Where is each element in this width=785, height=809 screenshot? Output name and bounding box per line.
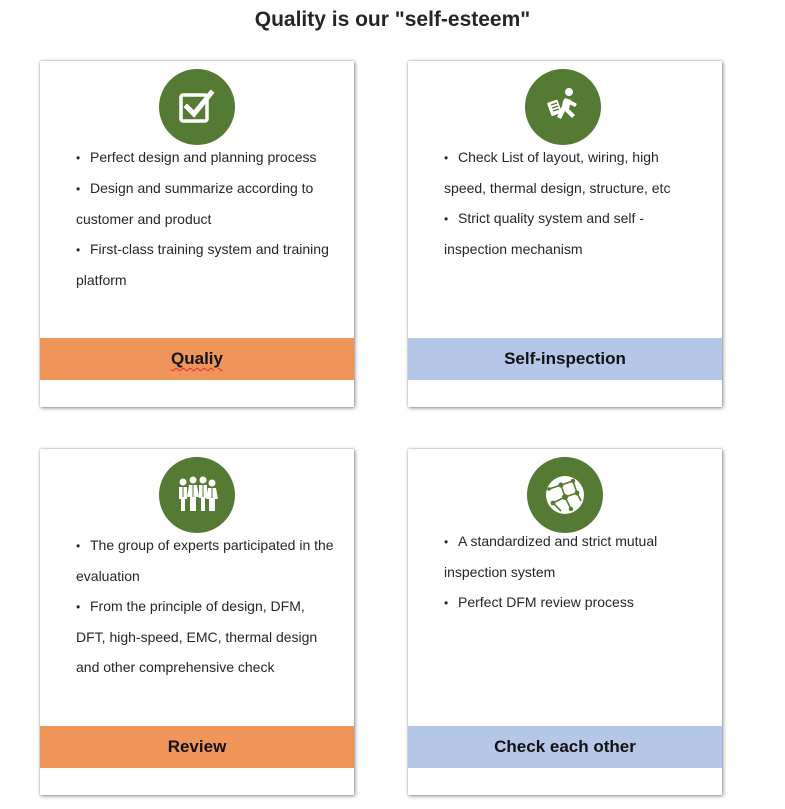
card-label-band [408,338,722,380]
checkbox-icon [159,69,235,145]
list-item: • From the principle of design, DFM, DFT, high-speed, EMC, thermal design and other comprehensive check [76,598,318,675]
card-quality [40,61,354,407]
list-item: • Perfect design and planning process [76,149,317,165]
card-label: Qualiy [171,349,223,368]
people-group-icon [159,457,235,533]
list-item: • A standardized and strict mutual inspection system [444,533,658,580]
bullet-list [76,530,334,682]
card-label: Self-inspection [504,349,626,368]
bullet-list [444,526,706,618]
list-item: • The group of experts participated in the evaluation [76,537,334,584]
card-label: Review [167,737,227,756]
card-label: Check each other [494,737,636,756]
list-item: • Perfect DFM review process [444,594,634,610]
card-label-band [408,726,722,768]
card-label-band [40,338,354,380]
page-title: Quality is our "self-esteem" [254,8,531,31]
card-self-inspection [408,61,722,407]
card-check-each-other [408,449,722,795]
list-item: • Design and summarize according to customer and product [76,180,314,227]
card-review [40,449,354,795]
running-person-icon [525,69,601,145]
list-item: • First-class training system and training platform [76,241,329,288]
bullet-list [444,142,702,264]
network-globe-icon [527,457,603,533]
list-item: • Check List of layout, wiring, high speed, thermal design, structure, etc [444,149,671,196]
bullet-list [76,142,334,295]
card-label-band [40,726,354,768]
list-item: • Strict quality system and self - inspection mechanism [444,210,644,257]
